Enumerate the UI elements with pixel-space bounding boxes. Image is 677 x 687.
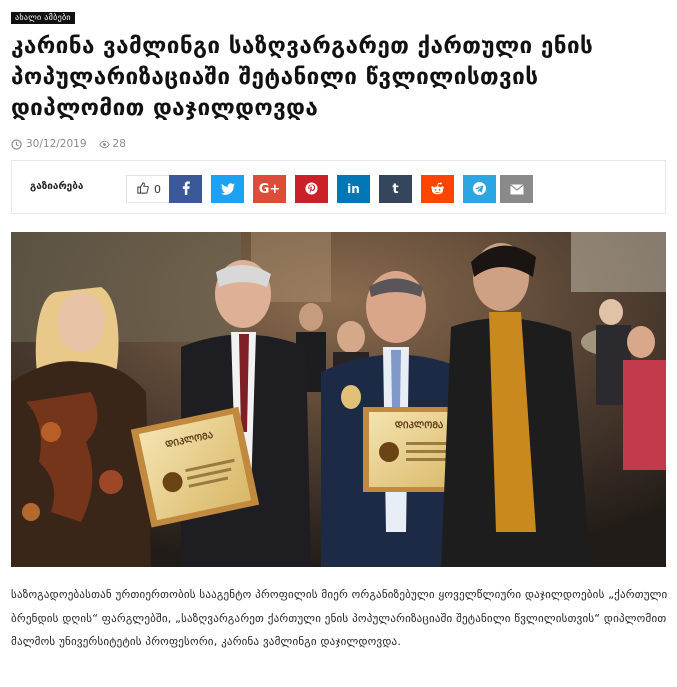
share-pinterest-button[interactable]: [295, 175, 328, 203]
article-body: საზოგადოებასთან ურთიერთობის სააგენტო პროფილის მიერ ორგანიზებული ყოველწლიური დაჯილდოების „ქართული ბრენდის დღის“ ფარგლებში, „საზღვარგარეთ ქართული ენის პოპულარიზაციაში შეტანილი წვლილისთვის“ დიპლომით მალმოს უნივერსიტეტის პროფესორი, კარინა ვამლინგი დაჯილდოვდა.: [11, 588, 668, 648]
article-date: 30/12/2019: [26, 138, 87, 150]
like-button[interactable]: [126, 175, 172, 203]
facebook-icon: [181, 180, 191, 199]
share-telegram-button[interactable]: [463, 175, 496, 203]
clock-icon: [11, 139, 22, 150]
article-title: კარინა ვამლინგი საზღვარგარეთ ქართული ენის პოპულარიზაციაში შეტანილი წვლილისთვის დიპლომით დაჯილდოვდა: [11, 33, 594, 121]
award-ceremony-photo: [11, 232, 666, 567]
eye-icon: [99, 139, 110, 150]
like-count: 0: [154, 182, 161, 196]
telegram-icon: [472, 180, 487, 199]
diploma-heading-right: ᲓᲘᲞᲚᲝᲛᲐ: [394, 421, 444, 431]
share-linkedin-button[interactable]: [337, 175, 370, 203]
google-plus-icon: G+: [258, 181, 281, 197]
share-bar: [11, 160, 666, 214]
share-twitter-button[interactable]: [211, 175, 244, 203]
share-facebook-button[interactable]: [169, 175, 202, 203]
share-email-button[interactable]: [500, 175, 533, 203]
article-photo: [11, 232, 666, 567]
share-reddit-button[interactable]: [421, 175, 454, 203]
share-label: გაზიარება: [30, 181, 84, 192]
envelope-icon: [510, 180, 524, 199]
reddit-icon: [430, 180, 445, 199]
tumblr-icon: t: [392, 181, 399, 197]
linkedin-icon: in: [347, 182, 360, 196]
twitter-icon: [221, 180, 235, 199]
category-badge[interactable]: ახალი ამბები: [11, 12, 75, 24]
view-count: [99, 138, 126, 150]
share-google-plus-button[interactable]: [253, 175, 286, 203]
thumbs-up-icon: [137, 182, 149, 197]
share-tumblr-button[interactable]: [379, 175, 412, 203]
view-count-value: 28: [112, 138, 126, 150]
pinterest-icon: [305, 180, 318, 199]
diploma-heading-left: ᲓᲘᲞᲚᲝᲛᲐ: [164, 430, 215, 451]
article-meta: [11, 138, 126, 150]
